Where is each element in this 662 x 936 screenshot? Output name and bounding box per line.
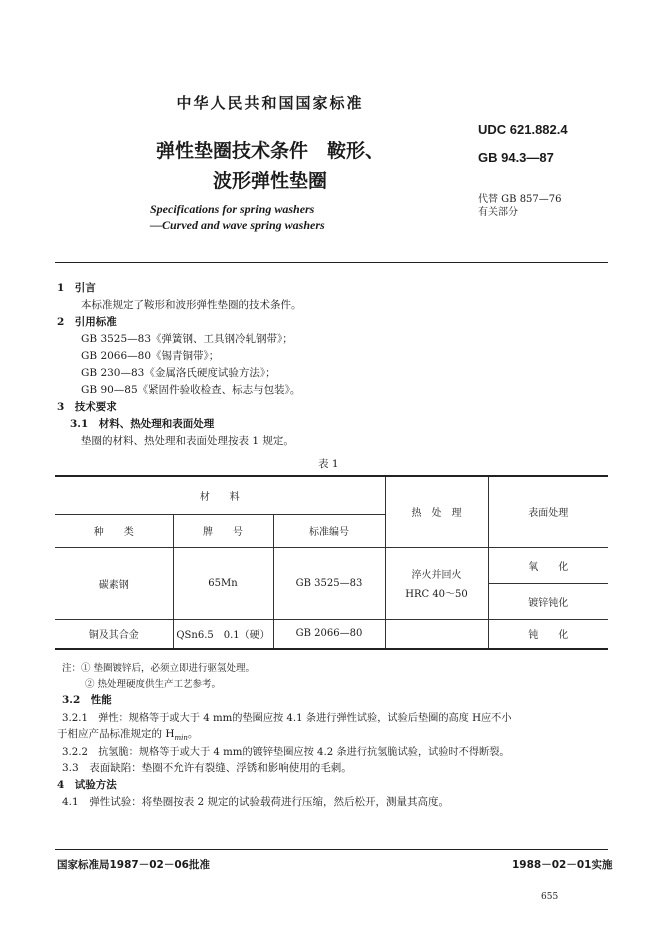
reference-1: GB 3525—83《弹簧钢、工具钢冷轧钢带》； <box>81 333 293 345</box>
cell-heat-treatment <box>385 547 488 619</box>
header-surface-treatment: 表面处理 <box>488 476 608 547</box>
section-3-2-1-line1: 3.2.1 弹性：规格等于或大于 4 mm的垫圈应按 4.1 条进行弹性试验，试验后垫圈的高度 H应不小 <box>62 713 512 724</box>
cell-surface-oxidation: 氧 化 <box>488 547 608 583</box>
cell-heat-empty <box>385 619 488 649</box>
cell-grade-65mn: 65Mn <box>173 547 273 619</box>
section-3-3: 3.3 表面缺陷：垫圈不允许有裂缝、浮锈和影响使用的毛刺。 <box>62 762 352 774</box>
section-3-1-text: 垫圈的材料、热处理和表面处理按表 1 规定。 <box>81 435 294 447</box>
country-standard-title: 中华人民共和国国家标准 <box>176 94 364 112</box>
cell-std-gb3525: GB 3525—83 <box>273 547 385 619</box>
section-3-heading: 3 技术要求 <box>57 401 117 413</box>
header-material: 材 料 <box>55 476 385 514</box>
title-cn-line1: 弹性垫圈技术条件 鞍形、 <box>155 140 384 162</box>
approval-date: 国家标准局1987－02－06批准 <box>57 859 210 871</box>
replaces-line1: 代替 GB 857—76 <box>478 194 562 205</box>
section-4-1: 4.1 弹性试验：将垫圈按表 2 规定的试验载荷进行压缩，然后松开，测量其高度。 <box>62 796 450 808</box>
header-type: 种 类 <box>55 514 173 547</box>
header-heat-treatment: 热 处 理 <box>385 476 488 547</box>
title-en-line2: —Curved and wave spring washers <box>150 218 325 232</box>
section-1-heading: 1 引言 <box>57 282 96 294</box>
section-1-text: 本标准规定了鞍形和波形弹性垫圈的技术条件。 <box>81 299 302 311</box>
title-en-line1: Specifications for spring washers <box>150 202 315 216</box>
implementation-date: 1988－02－01实施 <box>512 859 613 871</box>
header-standard-number: 标准编号 <box>273 514 385 547</box>
gb-number: GB 94.3—87 <box>478 150 554 165</box>
page-number: 655 <box>541 892 559 902</box>
section-3-1-heading: 3.1 材料、热处理和表面处理 <box>70 418 215 430</box>
section-4-heading: 4 试验方法 <box>57 779 117 791</box>
reference-2: GB 2066—80《锡青铜带》； <box>81 350 220 362</box>
table-1 <box>55 475 608 650</box>
s321-line2-end: 。 <box>187 728 199 740</box>
heat-line2: HRC 40～50 <box>405 589 468 600</box>
s321-line2-text: 于相应产品标准规定的 H <box>57 728 175 740</box>
section-2-heading: 2 引用标准 <box>57 316 117 328</box>
reference-4: GB 90—85《紧固件验收检查、标志与包装》。 <box>81 384 301 396</box>
cell-surface-passivation: 钝 化 <box>488 619 608 649</box>
cell-std-gb2066: GB 2066—80 <box>273 619 385 649</box>
cell-surface-zinc-passivation: 镀锌钝化 <box>488 583 608 619</box>
reference-3: GB 230—83《金属洛氏硬度试验方法》； <box>81 367 276 379</box>
heat-line1: 淬火并回火 <box>411 570 462 581</box>
section-3-2-heading: 3.2 性能 <box>62 694 112 706</box>
replaces-line2: 有关部分 <box>478 207 518 218</box>
cell-type-carbon-steel: 碳素钢 <box>55 547 173 619</box>
section-3-2-2: 3.2.2 抗氢脆：规格等于或大于 4 mm的镀锌垫圈应按 4.2 条进行抗氢脆试验，试验时不得断裂。 <box>62 747 510 758</box>
title-cn-line2: 波形弹性垫圈 <box>212 170 327 192</box>
table-note-2: ② 热处理硬度供生产工艺参考。 <box>85 679 222 690</box>
h-min-subscript: min <box>174 734 188 743</box>
table-caption: 表 1 <box>318 458 339 470</box>
cell-grade-qsn: QSn6.5 0.1（硬） <box>173 619 273 649</box>
header-divider <box>55 262 608 263</box>
section-3-2-1-line2 <box>57 726 198 742</box>
udc-code: UDC 621.882.4 <box>478 122 568 137</box>
footer-divider <box>55 849 608 850</box>
header-grade: 牌 号 <box>173 514 273 547</box>
cell-type-copper-alloy: 铜及其合金 <box>55 619 173 649</box>
table-note-1: 注：① 垫圈镀锌后，必须立即进行驱氢处理。 <box>62 663 256 674</box>
